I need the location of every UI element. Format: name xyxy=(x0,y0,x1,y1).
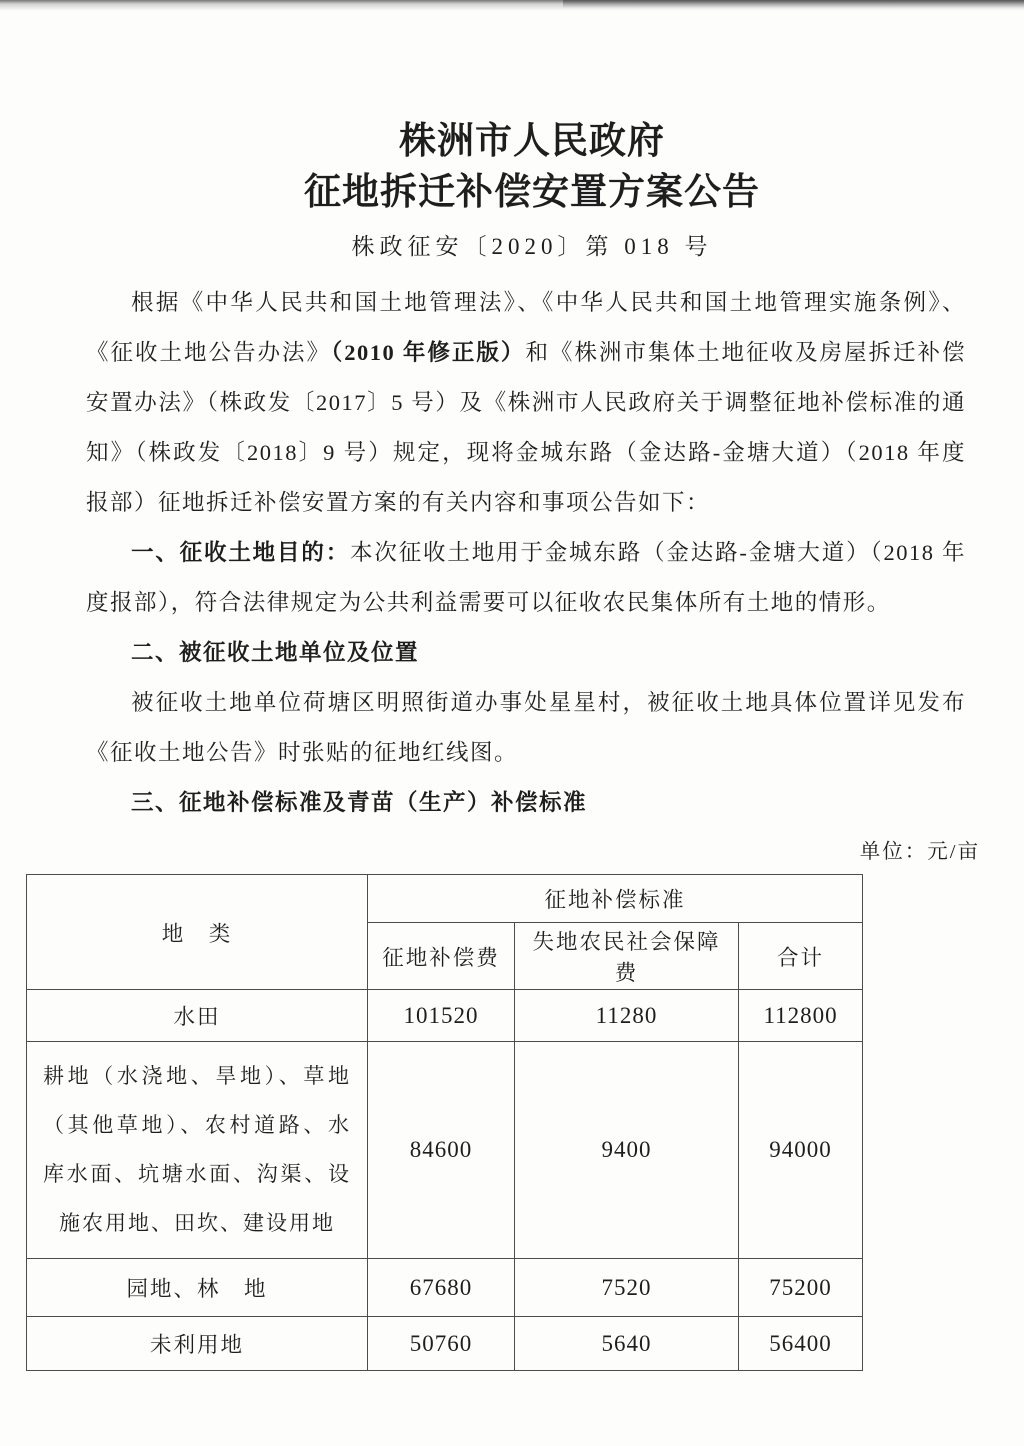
doc-number: 株政征安〔2020〕第 018 号 xyxy=(351,234,713,259)
total-cell: 112800 xyxy=(739,990,863,1042)
social-cell: 7520 xyxy=(515,1259,739,1317)
section-2-paragraph: 被征收土地单位荷塘区明照街道办事处星星村，被征收土地具体位置详见发布《征收土地公告》时张贴的征地红线图。 xyxy=(86,690,966,765)
table-row-orchard-forest xyxy=(27,1259,863,1317)
fee-cell: 101520 xyxy=(368,990,515,1042)
header-social-security: 失地农民社会保障费 xyxy=(515,923,739,990)
social-cell: 5640 xyxy=(515,1317,739,1371)
section-2-heading: 二、被征收土地单位及位置 xyxy=(131,640,420,665)
paragraph-legal-basis xyxy=(86,278,966,528)
table-header-row-1 xyxy=(27,875,863,923)
header-fee: 征地补偿费 xyxy=(368,923,515,990)
fee-cell: 67680 xyxy=(368,1259,515,1317)
social-cell: 9400 xyxy=(515,1042,739,1259)
total-cell: 94000 xyxy=(739,1042,863,1259)
section-3-heading: 三、征地补偿标准及青苗（生产）补偿标准 xyxy=(131,790,588,815)
land-type-cell: 园地、林 地 xyxy=(27,1259,368,1317)
total-cell: 56400 xyxy=(739,1317,863,1371)
doc-title-line-1: 株洲市人民政府 xyxy=(399,121,665,162)
legal-basis-part1: 根据《中华人民共和国土地管理法》、《中华人民共和国土地管理实施条例》、《征收土地公告办法》 xyxy=(86,290,966,365)
table-row-cultivated xyxy=(27,1042,863,1259)
land-type-cell: 水田 xyxy=(27,990,368,1042)
fee-cell: 50760 xyxy=(368,1317,515,1371)
header-land-type: 地 类 xyxy=(27,875,368,990)
total-cell: 75200 xyxy=(739,1259,863,1317)
table-row-unused xyxy=(27,1317,863,1371)
compensation-table xyxy=(26,874,863,1371)
document-header xyxy=(20,116,1024,263)
section-1-label: 一、征收土地目的： xyxy=(131,540,351,565)
table-row-paddy xyxy=(27,990,863,1042)
doc-title-line-2: 征地拆迁补偿安置方案公告 xyxy=(304,172,760,213)
legal-basis-part2: 和《株洲市集体土地征收及房屋拆迁补偿安置办法》（株政发〔2017〕5 号）及《株洲市人民政府关于调整征地补偿标准的通知》（株政发〔2018〕9 号）规定，现将金城东路（金达路-金塘大道）（2018 年度报部）征地拆迁补偿安置方案的有关内容和事项公告如下： xyxy=(86,340,966,515)
land-type-cell: 耕地（水浇地、旱地）、草地（其他草地）、农村道路、水库水面、坑塘水面、沟渠、设施农用地、田坎、建设用地 xyxy=(27,1042,368,1259)
table-unit-label: 单位：元/亩 xyxy=(859,841,980,863)
land-type-cell: 未利用地 xyxy=(27,1317,368,1371)
document-body xyxy=(86,278,966,828)
fee-cell: 84600 xyxy=(368,1042,515,1259)
social-cell: 11280 xyxy=(515,990,739,1042)
revision-2010-bold: （2010 年修正版） xyxy=(331,340,526,365)
header-compensation-group: 征地补偿标准 xyxy=(368,875,863,923)
section-1-paragraph xyxy=(86,528,966,628)
header-total: 合计 xyxy=(739,923,863,990)
scan-shadow-top xyxy=(0,0,1024,12)
section-1-text: 本次征收土地用于金城东路（金达路-金塘大道）（2018 年度报部），符合法律规定为公共利益需要可以征收农民集体所有土地的情形。 xyxy=(86,540,966,615)
